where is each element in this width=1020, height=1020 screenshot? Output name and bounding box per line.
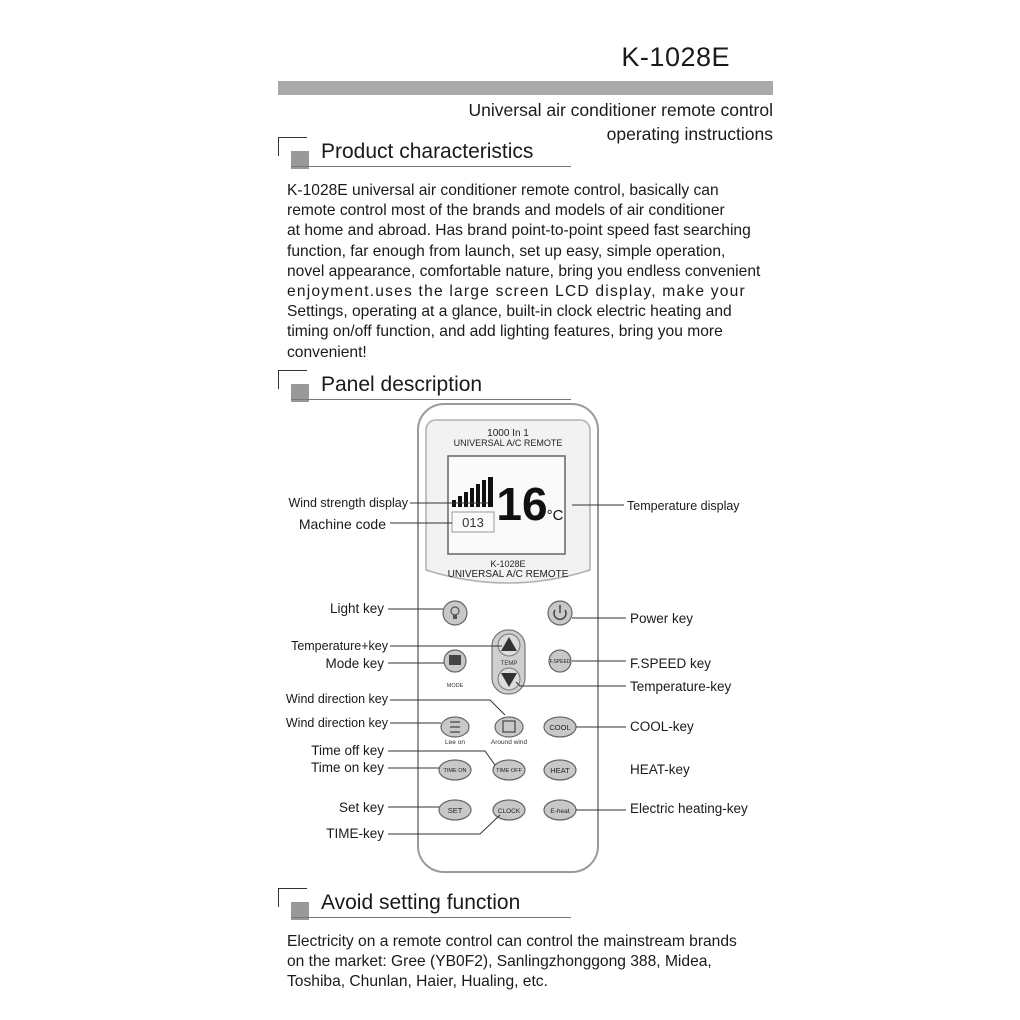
section-square-icon	[278, 888, 310, 920]
text-line: at home and abroad. Has brand point-to-point speed fast searching	[287, 222, 751, 240]
label-machine-code: Machine code	[298, 516, 386, 532]
section-title-avoid: Avoid setting function	[321, 891, 521, 914]
brand-line-2: UNIVERSAL A/C REMOTE	[453, 438, 563, 448]
bulb-base-icon	[453, 615, 457, 619]
label-mode-key: Mode key	[325, 656, 384, 671]
svg-text:SET: SET	[447, 806, 463, 815]
svg-text:CLOCK: CLOCK	[497, 808, 521, 815]
mode-icon	[449, 655, 461, 665]
label-temp-plus: Temperature+key	[291, 639, 388, 653]
label-time-off: Time off key	[311, 743, 384, 758]
label-power-key: Power key	[630, 611, 694, 626]
label-set-key: Set key	[338, 800, 384, 815]
text-line: Electricity on a remote control can control the mainstream brands	[287, 933, 737, 950]
svg-text:Around wind: Around wind	[490, 739, 528, 746]
temperature-digits: 16	[496, 478, 548, 530]
label-time-key: TIME-key	[326, 826, 384, 841]
svg-text:TIME OFF: TIME OFF	[496, 768, 522, 774]
text-line: Toshiba, Chunlan, Haier, Hualing, etc.	[287, 973, 548, 991]
label-wind-strength: Wind strength display	[288, 496, 408, 510]
text-line: enjoyment.uses the large screen LCD display, make your	[287, 283, 746, 301]
around-wind-key	[495, 717, 523, 737]
label-heat-key: HEAT-key	[630, 762, 690, 777]
label-time-on: Time on key	[310, 760, 384, 775]
text-line: K-1028E universal air conditioner remote control, basically can	[287, 182, 719, 199]
label-cool-key: COOL-key	[630, 719, 694, 734]
label-electric-heating-key: Electric heating-key	[630, 801, 748, 816]
svg-text:E-heat: E-heat	[550, 808, 570, 815]
label-wind-direction-1: Wind direction key	[285, 692, 388, 706]
svg-text:MODE: MODE	[446, 683, 464, 689]
subtitle-line-2: operating instructions	[606, 124, 773, 144]
label-light-key: Light key	[329, 601, 384, 616]
light-key	[443, 601, 467, 625]
svg-text:Lee on: Lee on	[445, 739, 465, 746]
svg-text:HEAT: HEAT	[550, 766, 570, 775]
machine-code-digits: 013	[462, 515, 484, 530]
text-line: timing on/off function, and add lighting features, bring you more	[287, 323, 723, 341]
text-line: on the market: Gree (YB0F2), Sanlingzhonggong 388, Midea,	[287, 953, 712, 971]
svg-text:TIME ON: TIME ON	[443, 768, 467, 774]
text-line: novel appearance, comfortable nature, bring you endless convenient	[287, 262, 761, 280]
temp-label: TEMP	[500, 661, 518, 667]
text-line: Settings, operating at a glance, built-in clock electric heating and	[287, 303, 732, 321]
svg-text:F.SPEED: F.SPEED	[549, 659, 571, 665]
section-title-panel: Panel description	[321, 373, 483, 396]
section-underline	[291, 917, 571, 918]
model-line-2: UNIVERSAL A/C REMOTE	[447, 569, 569, 580]
brand-line-1: 1000 In 1	[487, 428, 529, 439]
temperature-unit: °C	[546, 507, 564, 524]
subtitle-line-1: Universal air conditioner remote control	[468, 100, 773, 120]
svg-text:COOL: COOL	[549, 723, 571, 732]
text-line: convenient!	[287, 343, 367, 361]
text-line: function, far enough from launch, set up easy, simple operation,	[287, 242, 726, 260]
label-temp-display: Temperature display	[627, 499, 740, 513]
avoid-description	[287, 932, 777, 993]
section-title-product: Product characteristics	[321, 140, 534, 163]
label-fspeed-key: F.SPEED key	[630, 656, 712, 671]
label-wind-direction-2: Wind direction key	[285, 716, 388, 730]
label-temp-minus: Temperature-key	[630, 679, 732, 694]
document-title: K-1028E	[621, 42, 730, 72]
text-line: remote control most of the brands and models of air conditioner	[287, 202, 725, 220]
model-line-1: K-1028E	[490, 559, 526, 569]
